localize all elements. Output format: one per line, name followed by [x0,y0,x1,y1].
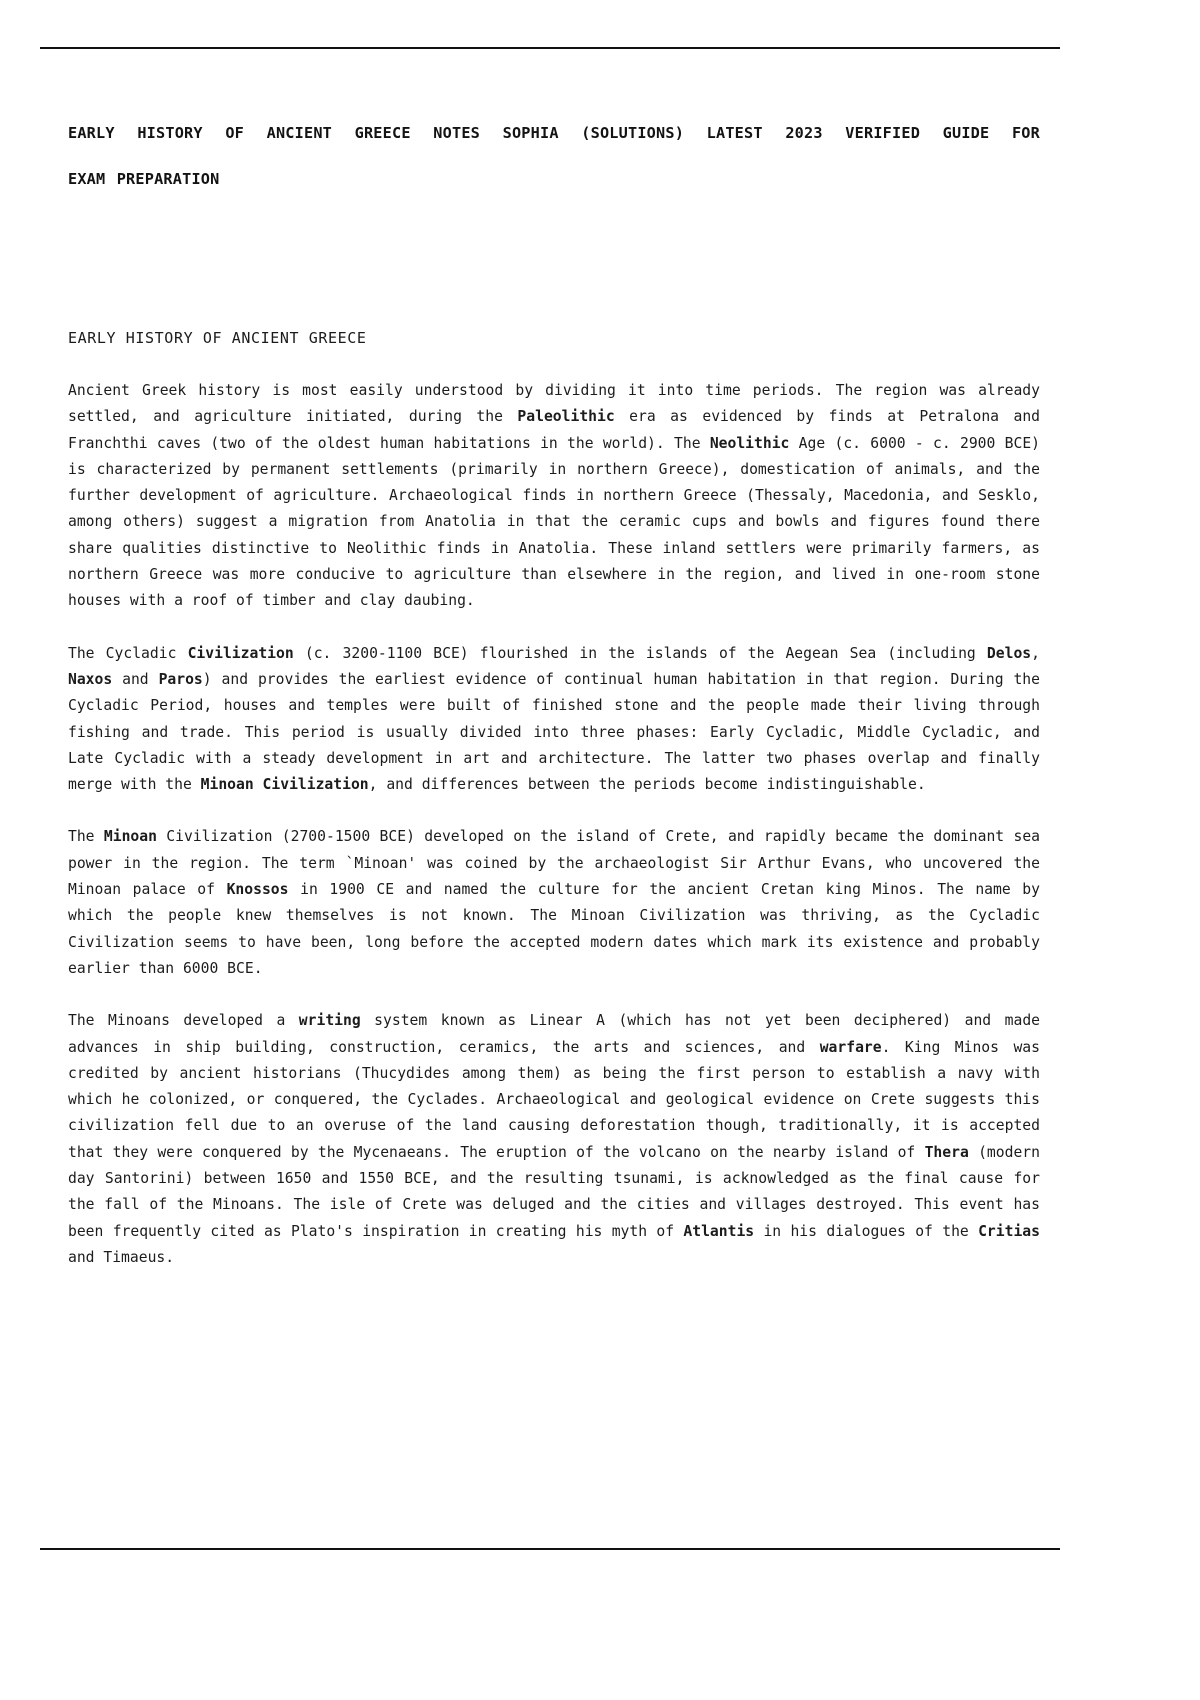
text-run: (modern day Santorini) between 1650 and 1550 BCE, and the resulting tsunami, is acknowledged as the final cause for the fall of the Minoans. The isle of Crete was deluged and the cities and villages destroyed. This event has been frequently cited as Plato's inspiration in creating his myth of [68,1143,1040,1240]
paragraph-list [68,378,1040,1271]
header-divider-rule [40,47,1060,49]
paragraph-linear-a [68,1008,1040,1271]
emphasis-term: Delos [986,644,1032,662]
text-run: and [112,670,159,688]
text-run: in his dialogues of the [754,1222,979,1240]
emphasis-term: Civilization [187,644,294,662]
text-run: system known as Linear A (which has not yet been deciphered) and made advances in ship building, construction, ceramics, the arts and sciences, and [68,1012,1041,1056]
emphasis-term: Minoan Civilization [200,776,369,794]
text-run: Ancient Greek history is most easily understood by dividing it into time periods. The region was already settled, and agriculture initiated, during the [68,382,1040,426]
emphasis-term: Paros [158,670,203,688]
heading-body-spacer [68,348,1040,378]
paragraph-minoan [68,824,1040,982]
document-title-line-2: EXAM PREPARATION [68,170,220,188]
text-run: and Timaeus. [68,1248,175,1266]
text-run: . King Minos was credited by ancient historians (Thucydides among them) as being the first person to establish a navy with which he colonized, or conquered, the Cyclades. Archaeological and geological evidence on Crete suggests this civilization fell due to an overuse of the land causing deforestation though, traditionally, it is accepted that they were conquered by the Mycenaeans. The eruption of the volcano on the nearby island of [68,1038,1040,1161]
text-run: Age (c. 6000 - c. 2900 BCE) is characterized by permanent settlements (primarily in northern Greece), domestication of animals, and the further development of agriculture. Archaeological finds in northern Greece (Thessaly, Macedonia, and Sesklo, among others) suggest a migration from Anatolia in that the ceramic cups and bowls and figures found there share qualities distinctive to Neolithic finds in Anatolia. These inland settlers were primarily farmers, as northern Greece was more conducive to agriculture than elsewhere in the region, and lived in one-room stone houses with a roof of timber and clay daubing. [68,434,1040,610]
emphasis-term: Neolithic [709,434,790,452]
paragraph-neolithic [68,378,1040,615]
title-body-spacer [68,202,1040,328]
text-run: Civilization (2700-1500 BCE) developed on the island of Crete, and rapidly became the dominant sea power in the region. The term `Minoan' was coined by the archaeologist Sir Arthur Evans, who uncovered the Minoan palace of [68,828,1041,899]
paragraph-cycladic [68,641,1040,799]
emphasis-term: Minoan [103,828,157,846]
emphasis-term: Atlantis [683,1222,755,1240]
footer-divider-rule [40,1548,1060,1550]
text-run: , [1031,644,1040,662]
document-title [68,110,1040,202]
text-run: ) and provides the earliest evidence of continual human habitation in that region. During the Cycladic Period, houses and temples were built of finished stone and the people made their living through fishing and trade. This period is usually divided into three phases: Early Cycladic, Middle Cycladic, and Late Cycladic with a steady development in art and architecture. The latter two phases overlap and finally merge with the [68,670,1040,794]
text-run: The [68,828,104,846]
text-run: (c. 3200-1100 BCE) flourished in the islands of the Aegean Sea (including [293,644,987,662]
section-heading: EARLY HISTORY OF ANCIENT GREECE [68,329,367,347]
emphasis-term: Thera [924,1143,969,1161]
emphasis-term: Knossos [226,881,289,899]
emphasis-term: warfare [819,1038,882,1056]
text-run: The Minoans developed a [68,1012,299,1030]
emphasis-term: Naxos [68,670,113,688]
text-run: , and differences between the periods become indistinguishable. [368,776,926,794]
document-content [68,110,1040,1271]
text-run: era as evidenced by finds at Petralona and Franchthi caves (two of the oldest human habitations in the world). The [68,408,1041,452]
emphasis-term: writing [298,1012,361,1030]
emphasis-term: Paleolithic [517,408,615,426]
text-run: The Cycladic [68,644,188,662]
document-title-line-1: EARLY HISTORY OF ANCIENT GREECE NOTES SOPHIA (SOLUTIONS) LATEST 2023 VERIFIED GUIDE FOR [68,124,1040,142]
text-run: in 1900 CE and named the culture for the ancient Cretan king Minos. The name by which the people knew themselves is not known. The Minoan Civilization was thriving, as the Cycladic Civilization seems to have been, long before the accepted modern dates which mark its existence and probably earlier than 6000 BCE. [68,881,1040,977]
emphasis-term: Critias [978,1222,1040,1240]
